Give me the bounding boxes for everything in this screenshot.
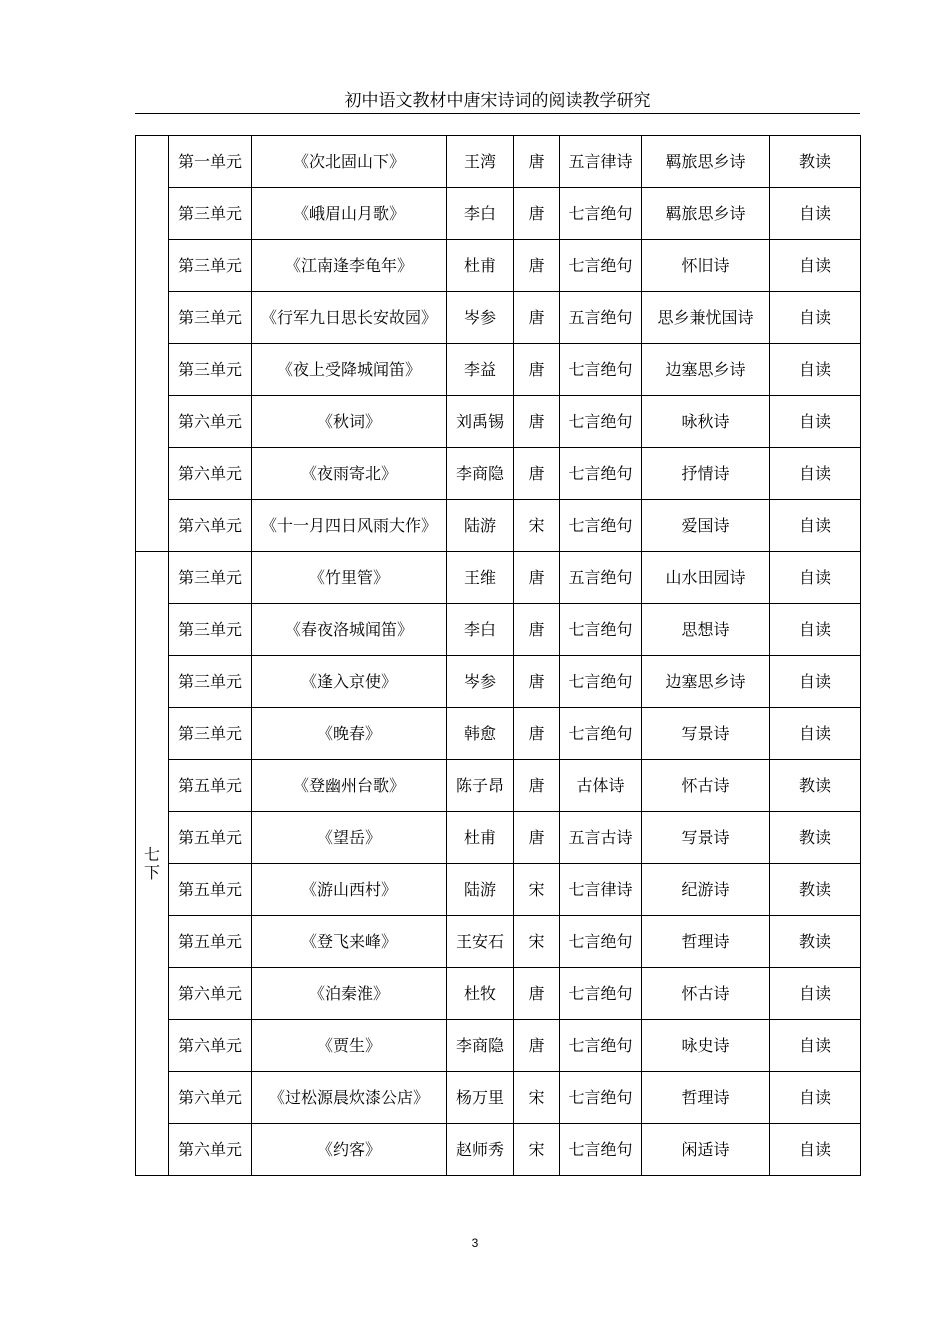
dynasty-cell: 唐 (514, 396, 560, 448)
dynasty-cell: 唐 (514, 968, 560, 1020)
dynasty-cell: 宋 (514, 864, 560, 916)
table-row (136, 812, 861, 864)
dynasty-cell: 唐 (514, 760, 560, 812)
author-cell: 王湾 (447, 136, 514, 188)
form-cell: 七言绝句 (560, 708, 642, 760)
author-cell: 杜牧 (447, 968, 514, 1020)
table-row (136, 188, 861, 240)
dynasty-cell: 唐 (514, 188, 560, 240)
table-row (136, 968, 861, 1020)
unit-cell: 第五单元 (169, 864, 252, 916)
unit-cell: 第一单元 (169, 136, 252, 188)
form-cell: 五言绝句 (560, 552, 642, 604)
reading-mode-cell: 教读 (770, 812, 861, 864)
dynasty-cell: 唐 (514, 708, 560, 760)
form-cell: 七言绝句 (560, 188, 642, 240)
title-cell: 《峨眉山月歌》 (252, 188, 447, 240)
dynasty-cell: 唐 (514, 656, 560, 708)
form-cell: 七言绝句 (560, 656, 642, 708)
theme-cell: 写景诗 (642, 812, 770, 864)
theme-cell: 咏秋诗 (642, 396, 770, 448)
reading-mode-cell: 自读 (770, 656, 861, 708)
theme-cell: 思想诗 (642, 604, 770, 656)
form-cell: 七言绝句 (560, 968, 642, 1020)
reading-mode-cell: 自读 (770, 188, 861, 240)
table-row (136, 864, 861, 916)
form-cell: 古体诗 (560, 760, 642, 812)
form-cell: 七言绝句 (560, 1072, 642, 1124)
dynasty-cell: 唐 (514, 812, 560, 864)
form-cell: 七言绝句 (560, 396, 642, 448)
dynasty-cell: 唐 (514, 292, 560, 344)
title-cell: 《夜上受降城闻笛》 (252, 344, 447, 396)
form-cell: 七言绝句 (560, 500, 642, 552)
reading-mode-cell: 自读 (770, 1020, 861, 1072)
reading-mode-cell: 教读 (770, 760, 861, 812)
dynasty-cell: 宋 (514, 500, 560, 552)
title-cell: 《登飞来峰》 (252, 916, 447, 968)
theme-cell: 羁旅思乡诗 (642, 188, 770, 240)
unit-cell: 第六单元 (169, 1020, 252, 1072)
unit-cell: 第三单元 (169, 240, 252, 292)
author-cell: 陆游 (447, 864, 514, 916)
unit-cell: 第五单元 (169, 916, 252, 968)
table-row (136, 1072, 861, 1124)
theme-cell: 羁旅思乡诗 (642, 136, 770, 188)
form-cell: 七言绝句 (560, 448, 642, 500)
author-cell: 杨万里 (447, 1072, 514, 1124)
theme-cell: 咏史诗 (642, 1020, 770, 1072)
form-cell: 七言绝句 (560, 240, 642, 292)
form-cell: 七言绝句 (560, 916, 642, 968)
table-row (136, 916, 861, 968)
poem-table (135, 135, 861, 1176)
form-cell: 七言绝句 (560, 344, 642, 396)
title-cell: 《游山西村》 (252, 864, 447, 916)
theme-cell: 抒情诗 (642, 448, 770, 500)
table-row (136, 396, 861, 448)
table-row (136, 760, 861, 812)
reading-mode-cell: 自读 (770, 552, 861, 604)
dynasty-cell: 宋 (514, 1124, 560, 1176)
reading-mode-cell: 教读 (770, 864, 861, 916)
form-cell: 五言绝句 (560, 292, 642, 344)
table-row (136, 500, 861, 552)
title-cell: 《夜雨寄北》 (252, 448, 447, 500)
table-row (136, 604, 861, 656)
reading-mode-cell: 自读 (770, 500, 861, 552)
dynasty-cell: 宋 (514, 1072, 560, 1124)
reading-mode-cell: 自读 (770, 968, 861, 1020)
unit-cell: 第六单元 (169, 1072, 252, 1124)
title-cell: 《秋词》 (252, 396, 447, 448)
theme-cell: 怀古诗 (642, 760, 770, 812)
dynasty-cell: 唐 (514, 604, 560, 656)
form-cell: 七言绝句 (560, 1124, 642, 1176)
table-row (136, 552, 861, 604)
author-cell: 李益 (447, 344, 514, 396)
table-row (136, 1124, 861, 1176)
dynasty-cell: 宋 (514, 916, 560, 968)
title-cell: 《贾生》 (252, 1020, 447, 1072)
reading-mode-cell: 教读 (770, 916, 861, 968)
form-cell: 五言古诗 (560, 812, 642, 864)
theme-cell: 边塞思乡诗 (642, 656, 770, 708)
title-cell: 《十一月四日风雨大作》 (252, 500, 447, 552)
title-cell: 《江南逢李龟年》 (252, 240, 447, 292)
header-rule (135, 113, 860, 114)
theme-cell: 怀旧诗 (642, 240, 770, 292)
unit-cell: 第六单元 (169, 500, 252, 552)
dynasty-cell: 唐 (514, 448, 560, 500)
author-cell: 杜甫 (447, 240, 514, 292)
unit-cell: 第六单元 (169, 1124, 252, 1176)
author-cell: 王安石 (447, 916, 514, 968)
dynasty-cell: 唐 (514, 344, 560, 396)
theme-cell: 爱国诗 (642, 500, 770, 552)
author-cell: 岑参 (447, 292, 514, 344)
dynasty-cell: 唐 (514, 1020, 560, 1072)
unit-cell: 第三单元 (169, 604, 252, 656)
unit-cell: 第五单元 (169, 760, 252, 812)
theme-cell: 怀古诗 (642, 968, 770, 1020)
table-row (136, 240, 861, 292)
author-cell: 李白 (447, 604, 514, 656)
form-cell: 七言绝句 (560, 1020, 642, 1072)
reading-mode-cell: 自读 (770, 292, 861, 344)
author-cell: 王维 (447, 552, 514, 604)
unit-cell: 第六单元 (169, 396, 252, 448)
title-cell: 《望岳》 (252, 812, 447, 864)
reading-mode-cell: 自读 (770, 344, 861, 396)
title-cell: 《约客》 (252, 1124, 447, 1176)
form-cell: 七言律诗 (560, 864, 642, 916)
grade-cell (136, 552, 169, 1176)
theme-cell: 边塞思乡诗 (642, 344, 770, 396)
dynasty-cell: 唐 (514, 240, 560, 292)
author-cell: 陈子昂 (447, 760, 514, 812)
title-cell: 《行军九日思长安故园》 (252, 292, 447, 344)
theme-cell: 写景诗 (642, 708, 770, 760)
unit-cell: 第三单元 (169, 656, 252, 708)
author-cell: 岑参 (447, 656, 514, 708)
title-cell: 《泊秦淮》 (252, 968, 447, 1020)
table-row (136, 1020, 861, 1072)
reading-mode-cell: 自读 (770, 1124, 861, 1176)
author-cell: 陆游 (447, 500, 514, 552)
unit-cell: 第三单元 (169, 188, 252, 240)
unit-cell: 第三单元 (169, 552, 252, 604)
unit-cell: 第六单元 (169, 448, 252, 500)
title-cell: 《竹里管》 (252, 552, 447, 604)
theme-cell: 哲理诗 (642, 916, 770, 968)
theme-cell: 哲理诗 (642, 1072, 770, 1124)
unit-cell: 第三单元 (169, 708, 252, 760)
table-row (136, 292, 861, 344)
author-cell: 杜甫 (447, 812, 514, 864)
author-cell: 韩愈 (447, 708, 514, 760)
title-cell: 《过松源晨炊漆公店》 (252, 1072, 447, 1124)
title-cell: 《逢入京使》 (252, 656, 447, 708)
theme-cell: 纪游诗 (642, 864, 770, 916)
theme-cell: 思乡兼忧国诗 (642, 292, 770, 344)
reading-mode-cell: 自读 (770, 604, 861, 656)
title-cell: 《春夜洛城闻笛》 (252, 604, 447, 656)
author-cell: 李白 (447, 188, 514, 240)
reading-mode-cell: 自读 (770, 448, 861, 500)
author-cell: 刘禹锡 (447, 396, 514, 448)
author-cell: 赵师秀 (447, 1124, 514, 1176)
poem-table-body (136, 136, 861, 1176)
theme-cell: 闲适诗 (642, 1124, 770, 1176)
table-row (136, 656, 861, 708)
table-row (136, 448, 861, 500)
table-row (136, 708, 861, 760)
unit-cell: 第六单元 (169, 968, 252, 1020)
dynasty-cell: 唐 (514, 552, 560, 604)
table-row (136, 136, 861, 188)
title-cell: 《次北固山下》 (252, 136, 447, 188)
running-header: 初中语文教材中唐宋诗词的阅读教学研究 (344, 91, 651, 111)
title-cell: 《晚春》 (252, 708, 447, 760)
reading-mode-cell: 自读 (770, 1072, 861, 1124)
grade-cell (136, 136, 169, 552)
author-cell: 李商隐 (447, 1020, 514, 1072)
table-row (136, 344, 861, 396)
unit-cell: 第三单元 (169, 292, 252, 344)
dynasty-cell: 唐 (514, 136, 560, 188)
reading-mode-cell: 教读 (770, 136, 861, 188)
grade-label: 七下 (143, 844, 160, 882)
form-cell: 五言律诗 (560, 136, 642, 188)
reading-mode-cell: 自读 (770, 708, 861, 760)
reading-mode-cell: 自读 (770, 240, 861, 292)
author-cell: 李商隐 (447, 448, 514, 500)
page-number: 3 (471, 1236, 479, 1250)
unit-cell: 第五单元 (169, 812, 252, 864)
title-cell: 《登幽州台歌》 (252, 760, 447, 812)
theme-cell: 山水田园诗 (642, 552, 770, 604)
form-cell: 七言绝句 (560, 604, 642, 656)
reading-mode-cell: 自读 (770, 396, 861, 448)
unit-cell: 第三单元 (169, 344, 252, 396)
